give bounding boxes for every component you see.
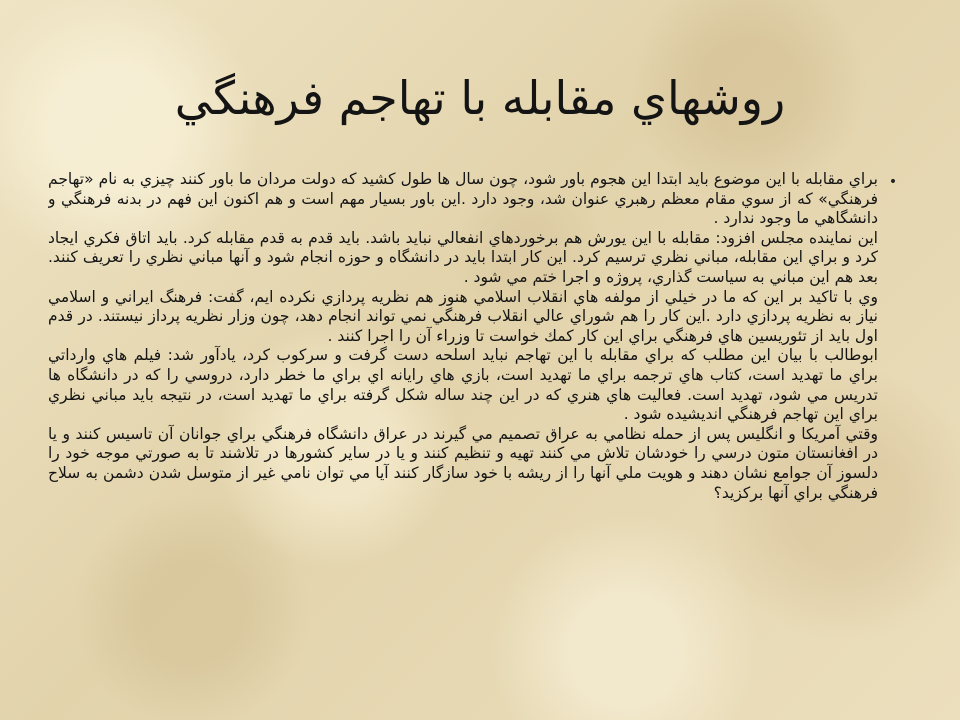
paragraph-1: براي مقابله با اين موضوع بايد ابتدا اين هجوم باور شود، چون سال ها طول كشيد كه دولت مردان ما باور كنند چيزي به نام «تهاجم فرهنگي» كه از سوي مقام معظم رهبري عنوان شد، وجود دارد .اين باور بسيار مهم است و هم اكنون اين فهم در بدنه فرهنگي و دانشگاهي ما وجود ندارد . <box>48 170 878 228</box>
paragraph-4: ابوطالب با بيان اين مطلب كه براي مقابله با اين تهاجم نبايد اسلحه دست گرفت و سركوب كرد، يادآور شد: فيلم هاي وارداتي براي ما تهديد است، كتاب هاي ترجمه براي ما تهديد است، بازي هاي رايانه اي براي ما خطر دارد، دروسي را كه در دانشگاه ها تدريس مي شود، تهديد است. فعاليت هاي هنري كه در اين چند ساله شكل گرفته براي ما تهديد است، در نتيجه بايد مباني نظري براي اين تهاجم فرهنگي انديشيده شود . <box>48 346 878 424</box>
paragraph-5: وقتي آمريكا و انگليس پس از حمله نظامي به عراق تصميم مي گيرند در عراق دانشگاه فرهنگي براي جوانان آن تاسيس كنند و يا در افغانستان متون درسي را خودشان تلاش مي كنند تهيه و تنظيم كنند و يا در ساير كشورها در تلاشند تا به صورتي موجه خود را دلسوز آن جوامع نشان دهند و هويت ملي آنها را از ريشه با خود سازگار كنند آيا مي توان نامي غير از متوسل شدن دشمن به سلاح فرهنگي براي آنها بركزيد؟ <box>48 424 878 502</box>
body-text <box>48 170 878 503</box>
paragraph-3: وي با تاكيد بر اين كه ما در خيلي از مولفه هاي انقلاب اسلامي هنوز هم نظريه پردازي نكرده ايم، گفت: فرهنگ ايراني و اسلامي نياز به نظريه پردازي دارد .اين كار را هم شوراي عالي انقلاب فرهنگي نمي تواند انجام دهد، چون وزار نظريه پرداز نيستند. در قدم اول بايد از تئوريسين هاي فرهنگي براي اين كار كمك خواست تا وزراء آن را اجرا كنند . <box>48 287 878 345</box>
bullet-dot-icon: • <box>888 174 898 190</box>
slide-title: روشهاي مقابله با تهاجم فرهنگي <box>174 71 786 125</box>
paragraph-2: اين نماينده مجلس افزود: مقابله با اين يورش هم برخوردهاي انفعالي نبايد باشد. بايد قدم به قدم مقابله كرد. بايد اتاق فكري ايجاد كرد و براي اين مقابله، مباني نظري ترسيم كرد. اين كار ابتدا بايد در دانشگاه و حوزه انجام شود و آنها مباني نظري را تعريف كنند. بعد هم اين مباني به سياست گذاري، پروژه و اجرا ختم مي شود . <box>48 228 878 286</box>
slide-body <box>48 170 900 650</box>
